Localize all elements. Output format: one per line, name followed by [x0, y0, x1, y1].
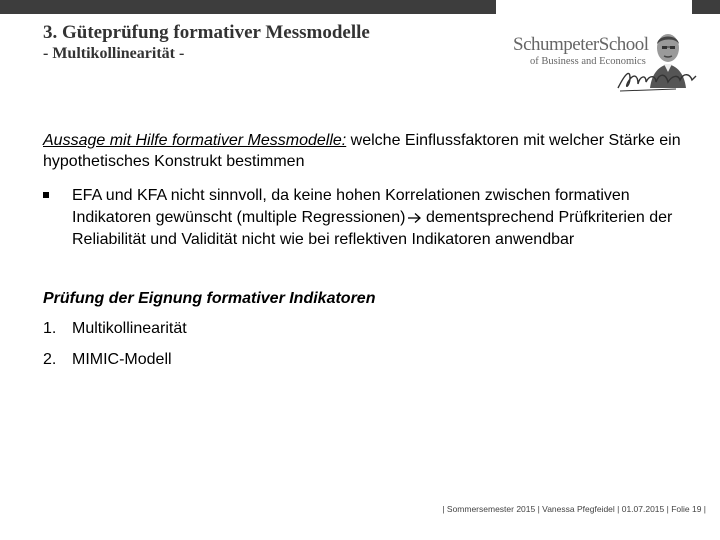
numbered-list — [43, 319, 693, 381]
footer-text: | Sommersemester 2015 | Vanessa Pfegfeidel | 01.07.2015 | Folie 19 | — [442, 504, 706, 514]
arrow-right-icon — [407, 212, 422, 224]
section-heading: Prüfung der Eignung formativer Indikatoren — [43, 290, 376, 307]
intro-text: welche Einflussfaktoren mit welcher Stärke ein hypothetisches Konstrukt bestimmen — [43, 132, 681, 170]
school-logo — [508, 20, 704, 100]
intro-paragraph — [43, 130, 693, 172]
logo-name: SchumpeterSchool — [513, 34, 649, 55]
slide-title: 3. Güteprüfung formativer Messmodelle — [43, 22, 370, 43]
slide-subtitle: - Multikollinearität - — [43, 45, 185, 62]
list-item-number: 2. — [43, 351, 57, 368]
bullet-text-part1: EFA und KFA nicht sinnvoll, da keine hohen Korrelationen zwischen formativen Indikatoren gewünscht (multiple Regressionen) — [72, 187, 630, 226]
logo-subtitle: of Business and Economics — [530, 56, 646, 67]
list-item — [43, 350, 693, 381]
list-item — [43, 319, 693, 350]
header-bar-gap — [496, 0, 692, 14]
list-item-number: 1. — [43, 320, 57, 337]
bullet-text-part2: dementsprechend Prüfkriterien der Reliabilität und Validität nicht wie bei reflektiven Indikatoren anwendbar — [72, 209, 673, 248]
slide-content — [43, 130, 693, 381]
bullet-item — [43, 185, 693, 251]
signature-icon — [616, 68, 700, 94]
intro-lead: Aussage mit Hilfe formativer Messmodelle: — [43, 132, 347, 149]
square-bullet-icon — [43, 192, 49, 198]
list-item-label: Multikollinearität — [72, 320, 187, 337]
list-item-label: MIMIC-Modell — [72, 351, 172, 368]
title-block — [43, 22, 370, 63]
